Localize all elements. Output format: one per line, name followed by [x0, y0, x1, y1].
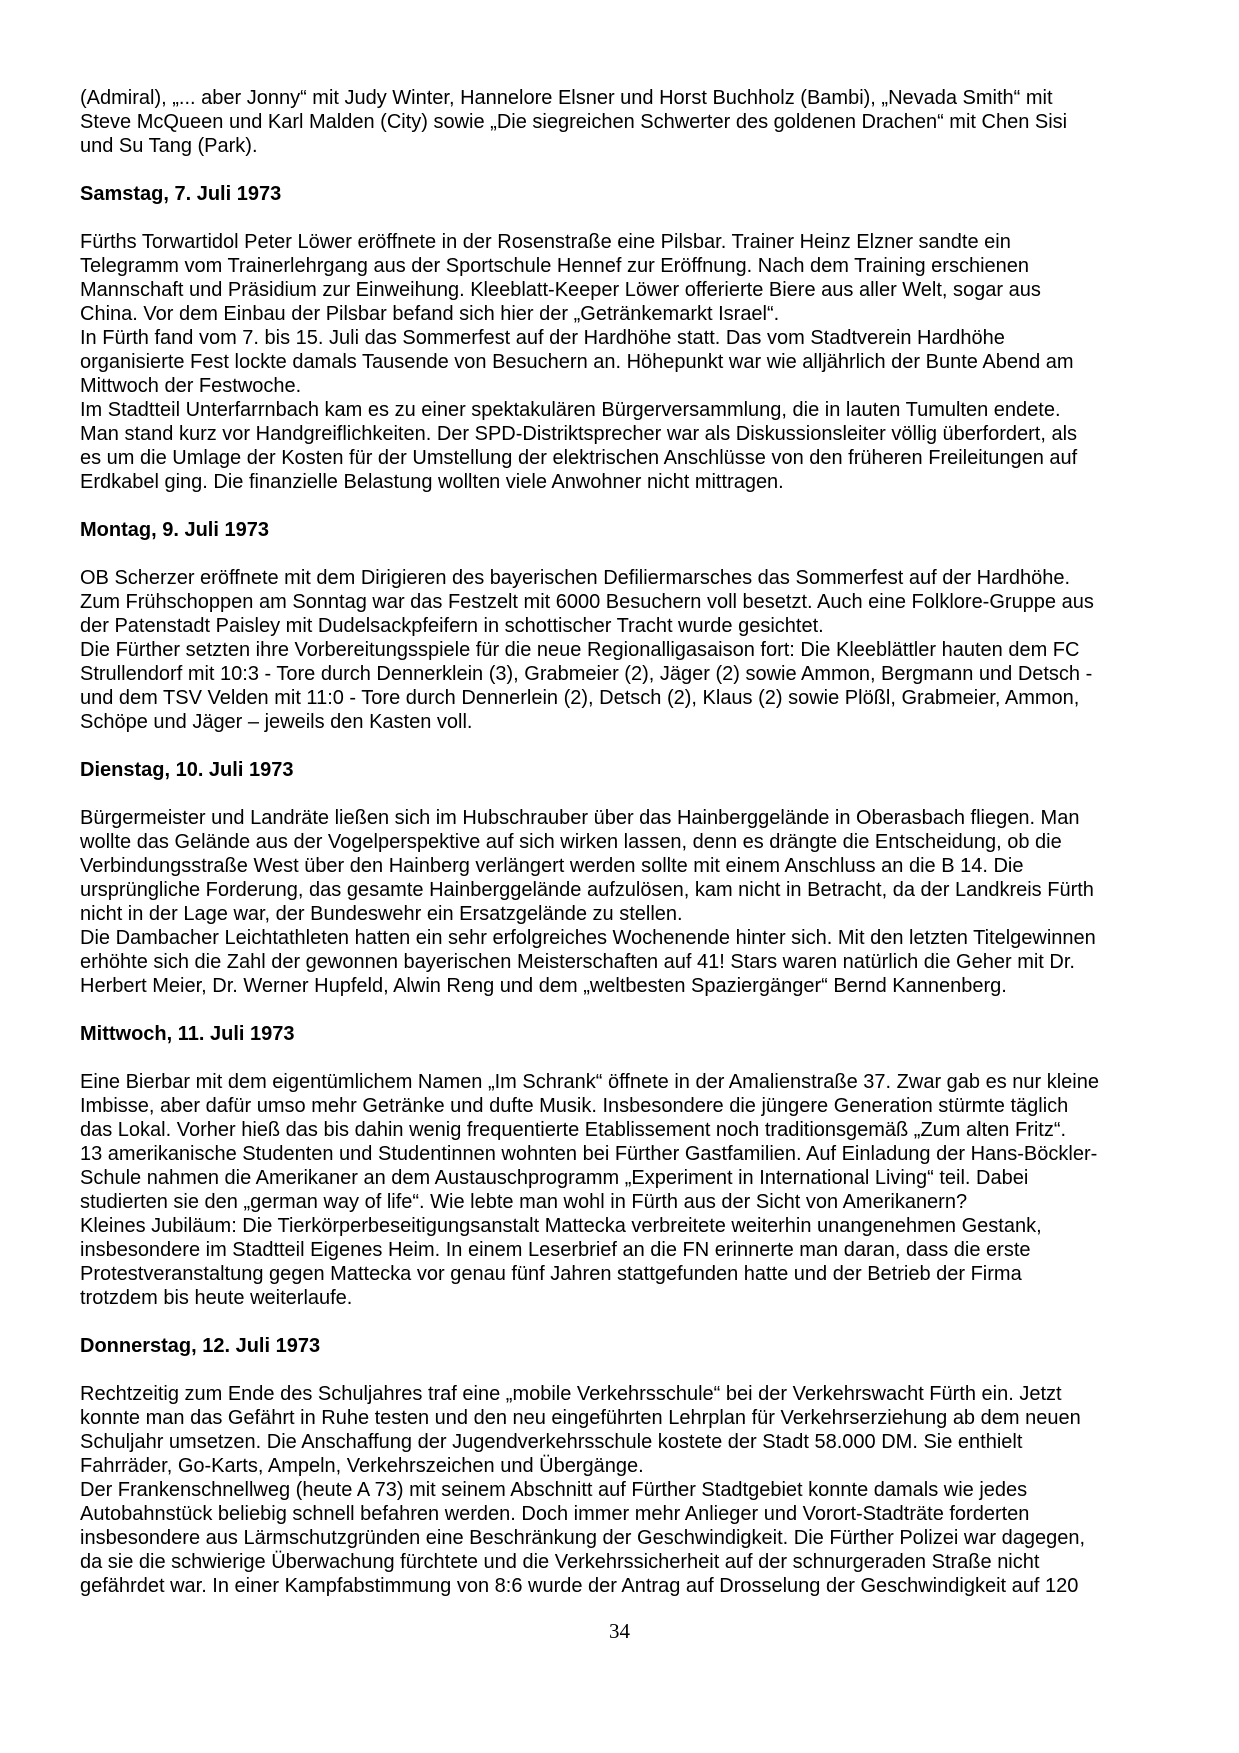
paragraph — [80, 566, 1190, 638]
text-line: Rechtzeitig zum Ende des Schuljahres traf eine „mobile Verkehrsschule“ bei der Verkehrswacht Fürth ein. Jetzt — [80, 1383, 1062, 1405]
text-line: Telegramm vom Trainerlehrgang aus der Sportschule Hennef zur Eröffnung. Nach dem Training erschienen — [80, 255, 1030, 277]
section — [80, 1334, 1190, 1598]
text-line: wollte das Gelände aus der Vogelperspektive auf sich wirken lassen, denn es drängte die Entscheidung, ob die — [80, 831, 1062, 853]
text-line: das Lokal. Vorher hieß das bis dahin wenig frequentierte Etablissement noch traditionsgemäß „Zum alten Fritz“. — [80, 1119, 1067, 1141]
text-line: China. Vor dem Einbau der Pilsbar befand sich hier der „Getränkemarkt Israel“. — [80, 303, 780, 325]
paragraph — [80, 1214, 1190, 1310]
text-line: Imbisse, aber dafür umso mehr Getränke und dufte Musik. Insbesondere die jüngere Generation stürmte täglich — [80, 1095, 1069, 1117]
text-line: Kleines Jubiläum: Die Tierkörperbeseitigungsanstalt Mattecka verbreitete weiterhin unangenehmen Gestank, — [80, 1215, 1042, 1237]
text-line: es um die Umlage der Kosten für der Umstellung der elektrischen Anschlüsse von den früheren Freileitungen auf — [80, 447, 1078, 469]
document-content — [80, 86, 1190, 1598]
text-line: da sie die schwierige Überwachung fürchtete und die Verkehrssicherheit auf der schnurgeraden Straße nicht — [80, 1551, 1040, 1573]
text-line: Autobahnstück beliebig schnell befahren werden. Doch immer mehr Anlieger und Vorort-Stadträte forderten — [80, 1503, 1030, 1525]
text-line: ursprüngliche Forderung, das gesamte Hainberggelände aufzulösen, kam nicht in Betracht, da der Landkreis Fürth — [80, 879, 1094, 901]
text-line: Zum Frühschoppen am Sonntag war das Festzelt mit 6000 Besuchern voll besetzt. Auch eine Folklore-Gruppe aus — [80, 591, 1094, 613]
text-line: und dem TSV Velden mit 11:0 - Tore durch Dennerlein (2), Detsch (2), Klaus (2) sowie Plößl, Grabmeier, Ammon, — [80, 687, 1080, 709]
text-line: (Admiral), „... aber Jonny“ mit Judy Winter, Hannelore Elsner und Horst Buchholz (Bambi), „Nevada Smith“ mit — [80, 87, 1053, 109]
paragraph — [80, 1382, 1190, 1478]
text-line: und Su Tang (Park). — [80, 135, 258, 157]
text-line: Schule nahmen die Amerikaner an dem Austauschprogramm „Experiment in International Living“ teil. Dabei — [80, 1167, 1029, 1189]
paragraph — [80, 398, 1190, 494]
paragraph — [80, 230, 1190, 326]
section — [80, 86, 1190, 158]
text-line: der Patenstadt Paisley mit Dudelsackpfeifern in schottischer Tracht wurde gesichtet. — [80, 615, 824, 637]
text-line: organisierte Fest lockte damals Tausende von Besuchern an. Höhepunkt war wie alljährlich der Bunte Abend am — [80, 351, 1074, 373]
section — [80, 1022, 1190, 1310]
section — [80, 518, 1190, 734]
text-line: Man stand kurz vor Handgreiflichkeiten. Der SPD-Distriktsprecher war als Diskussionsleiter völlig überfordert, als — [80, 423, 1078, 445]
page-number: 34 — [609, 1619, 630, 1643]
paragraph — [80, 326, 1190, 398]
paragraph — [80, 86, 1190, 158]
text-line: nicht in der Lage war, der Bundeswehr ein Ersatzgelände zu stellen. — [80, 903, 683, 925]
text-line: Mannschaft und Präsidium zur Einweihung. Kleeblatt-Keeper Löwer offerierte Biere aus aller Welt, sogar aus — [80, 279, 1041, 301]
text-line: Steve McQueen und Karl Malden (City) sowie „Die siegreichen Schwerter des goldenen Drachen“ mit Chen Sisi — [80, 111, 1068, 133]
text-line: Fürths Torwartidol Peter Löwer eröffnete in der Rosenstraße eine Pilsbar. Trainer Heinz Elzner sandte ein — [80, 231, 1011, 253]
section-heading: Samstag, 7. Juli 1973 — [80, 183, 282, 205]
text-line: Schöpe und Jäger – jeweils den Kasten voll. — [80, 711, 473, 733]
text-line: insbesondere im Stadtteil Eigenes Heim. In einem Leserbrief an die FN erinnerte man daran, dass die erste — [80, 1239, 1031, 1261]
paragraph — [80, 926, 1190, 998]
text-line: Eine Bierbar mit dem eigentümlichem Namen „Im Schrank“ öffnete in der Amalienstraße 37. Zwar gab es nur kleine — [80, 1071, 1099, 1093]
text-line: Protestveranstaltung gegen Mattecka vor genau fünf Jahren stattgefunden hatte und der Betrieb der Firma — [80, 1263, 1022, 1285]
text-line: insbesondere aus Lärmschutzgründen eine Beschränkung der Geschwindigkeit. Die Fürther Polizei war dagegen, — [80, 1527, 1086, 1549]
text-line: Mittwoch der Festwoche. — [80, 375, 302, 397]
text-line: In Fürth fand vom 7. bis 15. Juli das Sommerfest auf der Hardhöhe statt. Das vom Stadtverein Hardhöhe — [80, 327, 1005, 349]
text-line: Herbert Meier, Dr. Werner Hupfeld, Alwin Reng und dem „weltbesten Spaziergänger“ Bernd Kannenberg. — [80, 975, 1007, 997]
section — [80, 182, 1190, 494]
text-line: Fahrräder, Go-Karts, Ampeln, Verkehrszeichen und Übergänge. — [80, 1455, 644, 1477]
text-line: studierten sie den „german way of life“. Wie lebte man wohl in Fürth aus der Sicht von Amerikanern? — [80, 1191, 968, 1213]
paragraph — [80, 1070, 1190, 1142]
text-line: Erdkabel ging. Die finanzielle Belastung wollten viele Anwohner nicht mittragen. — [80, 471, 784, 493]
paragraph — [80, 806, 1190, 926]
section-heading: Dienstag, 10. Juli 1973 — [80, 759, 294, 781]
text-line: trotzdem bis heute weiterlaufe. — [80, 1287, 353, 1309]
text-line: 13 amerikanische Studenten und Studentinnen wohnten bei Fürther Gastfamilien. Auf Einladung der Hans-Böckler- — [80, 1143, 1098, 1165]
text-line: Der Frankenschnellweg (heute A 73) mit seinem Abschnitt auf Fürther Stadtgebiet konnte damals wie jedes — [80, 1479, 1028, 1501]
text-line: Die Dambacher Leichtathleten hatten ein sehr erfolgreiches Wochenende hinter sich. Mit den letzten Titelgewinnen — [80, 927, 1096, 949]
section-heading: Montag, 9. Juli 1973 — [80, 519, 269, 541]
section-heading: Donnerstag, 12. Juli 1973 — [80, 1335, 321, 1357]
text-line: Verbindungsstraße West über den Hainberg verlängert werden sollte mit einem Anschluss an die B 14. Die — [80, 855, 1024, 877]
paragraph — [80, 638, 1190, 734]
section — [80, 758, 1190, 998]
paragraph — [80, 1142, 1190, 1214]
text-line: erhöhte sich die Zahl der gewonnen bayerischen Meisterschaften auf 41! Stars waren natürlich die Geher mit Dr. — [80, 951, 1075, 973]
text-line: konnte man das Gefährt in Ruhe testen und den neu eingeführten Lehrplan für Verkehrserziehung ab dem neuen — [80, 1407, 1081, 1429]
text-line: OB Scherzer eröffnete mit dem Dirigieren des bayerischen Defiliermarsches das Sommerfest auf der Hardhöhe. — [80, 567, 1071, 589]
text-line: gefährdet war. In einer Kampfabstimmung von 8:6 wurde der Antrag auf Drosselung der Geschwindigkeit auf 120 — [80, 1575, 1079, 1597]
text-line: Strullendorf mit 10:3 - Tore durch Dennerklein (3), Grabmeier (2), Jäger (2) sowie Ammon, Bergmann und Detsch - — [80, 663, 1093, 685]
text-line: Die Fürther setzten ihre Vorbereitungsspiele für die neue Regionalligasaison fort: Die Kleeblättler hauten dem FC — [80, 639, 1080, 661]
paragraph — [80, 1478, 1190, 1598]
section-heading: Mittwoch, 11. Juli 1973 — [80, 1023, 295, 1045]
text-line: Im Stadtteil Unterfarrnbach kam es zu einer spektakulären Bürgerversammlung, die in lauten Tumulten endete. — [80, 399, 1061, 421]
text-line: Bürgermeister und Landräte ließen sich im Hubschrauber über das Hainberggelände in Oberasbach fliegen. Man — [80, 807, 1080, 829]
text-line: Schuljahr umsetzen. Die Anschaffung der Jugendverkehrsschule kostete der Stadt 58.000 DM. Sie enthielt — [80, 1431, 1023, 1453]
